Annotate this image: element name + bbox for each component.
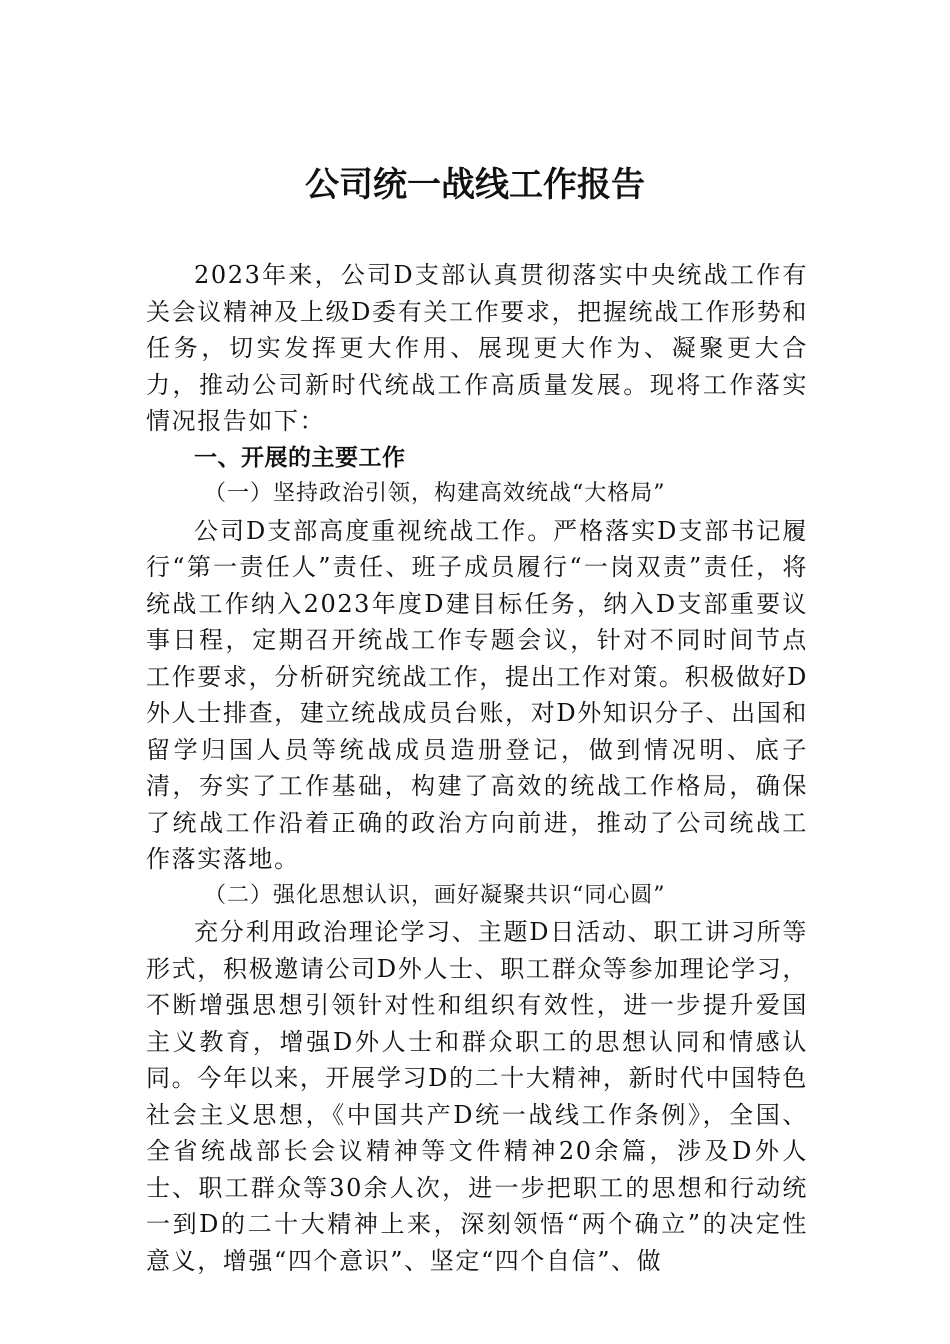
subsection-paragraph-political-guidance: 公司D支部高度重视统战工作。严格落实D支部书记履行“第一责任人”责任、班子成员履行“一岗双责”责任，将统战工作纳入2023年度D建目标任务，纳入D支部重要议事日程，定期召开统战工作专题会议，针对不同时间节点工作要求，分析研究统战工作，提出工作对策。积极做好D外人士排查，建立统战成员台账，对D外知识分子、出国和留学归国人员等统战成员造册登记，做到情况明、底子清，夯实了工作基础，构建了高效的统战工作格局，确保了统战工作沿着正确的政治方向前进，推动了公司统战工作落实落地。 <box>146 516 808 873</box>
subsection-paragraph-ideological-awareness: 充分利用政治理论学习、主题D日活动、职工讲习所等形式，积极邀请公司D外人士、职工群众等参加理论学习，不断增强思想引领针对性和组织有效性，进一步提升爱国主义教育，增强D外人士和群众职工的思想认同和情感认同。今年以来，开展学习D的二十大精神，新时代中国特色社会主义思想，《中国共产D统一战线工作条例》，全国、全省统战部长会议精神等文件精神20余篇，涉及D外人士、职工群众等30余人次，进一步把职工的思想和行动统一到D的二十大精神上来，深刻领悟“两个确立”的决定性意义，增强“四个意识”、坚定“四个自信”、做 <box>146 918 808 1275</box>
intro-paragraph: 2023年来，公司D支部认真贯彻落实中央统战工作有关会议精神及上级D委有关工作要求，把握统战工作形势和任务，切实发挥更大作用、展现更大作为、凝聚更大合力，推动公司新时代统战工作高质量发展。现将工作落实情况报告如下： <box>146 261 808 435</box>
section-heading-main-work: 一、开展的主要工作 <box>194 444 406 471</box>
subsection-heading-ideological-awareness: （二）强化思想认识，画好凝聚共识“同心圆” <box>204 882 666 908</box>
document-title: 公司统一战线工作报告 <box>305 165 645 205</box>
subsection-heading-political-guidance: （一）坚持政治引领，构建高效统战“大格局” <box>204 481 666 506</box>
document-body <box>146 257 808 1279</box>
